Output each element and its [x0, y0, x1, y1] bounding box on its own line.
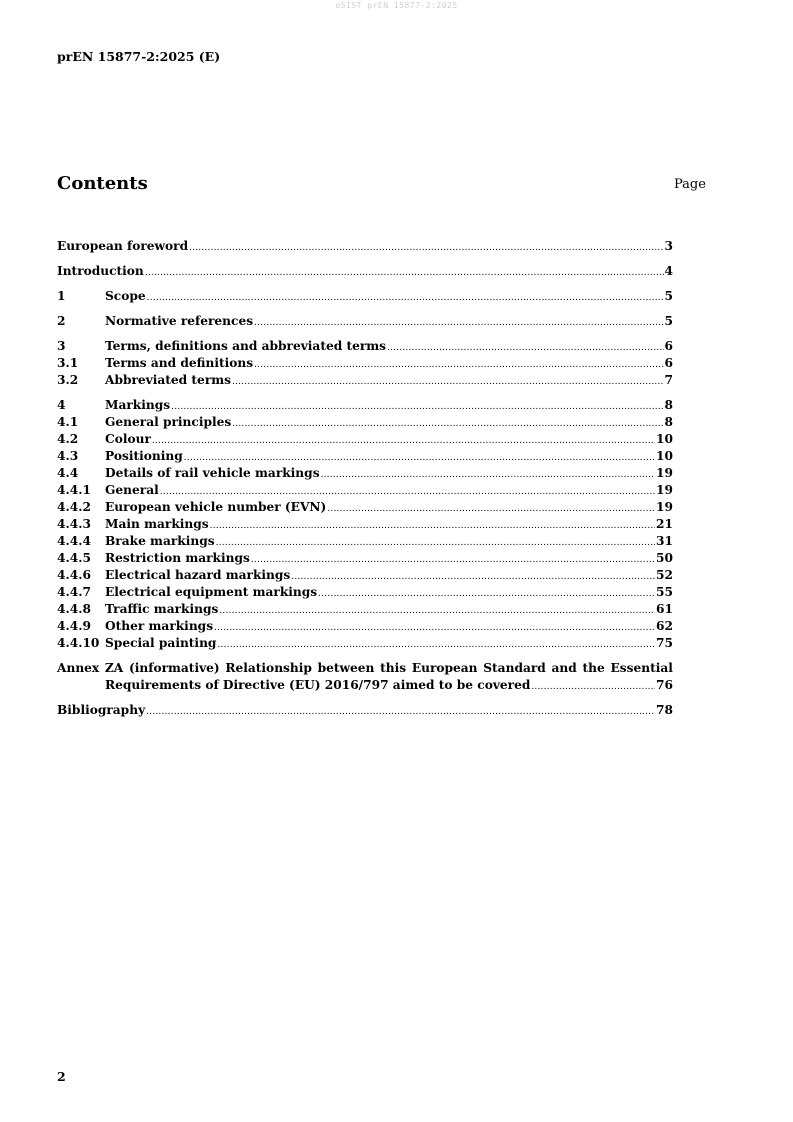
toc-entry[interactable] — [57, 355, 673, 372]
annex-title-word: the — [582, 661, 605, 675]
toc-entry-page: 6 — [664, 356, 673, 370]
toc-entry-number: 4.4.9 — [57, 619, 91, 633]
toc-entry-title: European foreword — [57, 239, 189, 253]
toc-entry-number: 4.4.3 — [57, 517, 91, 531]
annex-title-word: (informative) — [128, 661, 220, 675]
toc-entry[interactable] — [57, 431, 673, 448]
toc-entry[interactable] — [57, 338, 673, 355]
document-id: prEN 15877-2:2025 (E) — [57, 49, 221, 64]
toc-entry[interactable] — [57, 499, 673, 516]
toc-entry-page: 19 — [656, 500, 673, 514]
toc-entry-title: Abbreviated terms — [105, 373, 231, 387]
toc-entry-title: General — [105, 483, 159, 497]
page-column-label: Page — [674, 177, 706, 192]
toc-entries — [57, 238, 673, 652]
toc-entry[interactable] — [57, 584, 673, 601]
toc-entry-page: 5 — [664, 289, 673, 303]
toc-entry-title: Brake markings — [105, 534, 215, 548]
dot-leader — [145, 263, 664, 282]
dot-leader — [217, 635, 655, 654]
toc-entry[interactable] — [57, 288, 673, 305]
toc-entry-page: 8 — [664, 398, 673, 412]
toc-entry-page: 21 — [656, 517, 673, 531]
toc-entry-title: Details of rail vehicle markings — [105, 466, 320, 480]
annex-title-word: and — [551, 661, 577, 675]
toc-entry-title: Markings — [105, 398, 171, 412]
toc-entry-number: 4.3 — [57, 449, 79, 463]
toc-entry[interactable] — [57, 635, 673, 652]
toc-entry-number: 4.4.10 — [57, 636, 100, 650]
toc-entry-title: European vehicle number (EVN) — [105, 500, 327, 514]
toc-entry-page: 10 — [656, 449, 673, 463]
toc-entry-page: 6 — [664, 339, 673, 353]
toc-entry-number: 2 — [57, 314, 66, 328]
dot-leader — [189, 238, 663, 257]
toc-entry-title: Electrical equipment markings — [105, 585, 318, 599]
annex-title-continuation: Requirements of Directive (EU) 2016/797 aimed to be covered — [105, 678, 531, 692]
toc-entry-title: Colour — [105, 432, 151, 446]
toc-entry-page: 62 — [656, 619, 673, 633]
contents-heading: Contents — [57, 173, 148, 194]
toc-entry-page: 55 — [656, 585, 673, 599]
toc-entry[interactable] — [57, 618, 673, 635]
toc-entry[interactable] — [57, 372, 673, 389]
toc-entry-title: Special painting — [105, 636, 217, 650]
toc-entry-number: 4.4.5 — [57, 551, 91, 565]
toc-entry[interactable] — [57, 567, 673, 584]
toc-entry-number: 4.4.7 — [57, 585, 91, 599]
toc-entry-page: 50 — [656, 551, 673, 565]
toc-entry-title: Terms, definitions and abbreviated terms — [105, 339, 387, 353]
toc-entry-title: Bibliography — [57, 703, 146, 717]
toc-entry-number: 4.1 — [57, 415, 79, 429]
annex-title-word: Annex — [57, 661, 100, 675]
toc-entry-number: 4.4.4 — [57, 534, 91, 548]
annex-title-word: this — [380, 661, 407, 675]
toc-entry-page: 19 — [656, 466, 673, 480]
annex-title-word: between — [317, 661, 375, 675]
toc-entry-number: 4 — [57, 398, 66, 412]
toc-entry-title: Normative references — [105, 314, 254, 328]
annex-title-word: Relationship — [225, 661, 312, 675]
toc-entry-number: 4.2 — [57, 432, 79, 446]
annex-title-line-1 — [57, 660, 673, 677]
toc-entry-title: General principles — [105, 415, 232, 429]
toc-entry-number: 4.4.1 — [57, 483, 91, 497]
dot-leader — [147, 288, 664, 307]
toc-entry-number: 3.2 — [57, 373, 79, 387]
toc-entry-title: Scope — [105, 289, 146, 303]
toc-entry-title: Restriction markings — [105, 551, 250, 565]
toc-entry-title: Main markings — [105, 517, 209, 531]
toc-entry-title: Other markings — [105, 619, 214, 633]
dot-leader — [146, 702, 655, 721]
toc-entry-page: 3 — [664, 239, 673, 253]
toc-entry[interactable] — [57, 313, 673, 330]
toc-entry-page: 78 — [656, 703, 673, 717]
watermark: oSIST prEN 15877-2:2025 — [335, 1, 458, 10]
toc-entry[interactable] — [57, 550, 673, 567]
toc-entry-page: 75 — [656, 636, 673, 650]
toc-entry[interactable] — [57, 533, 673, 550]
toc-entry[interactable] — [57, 465, 673, 482]
dot-leader — [531, 677, 655, 696]
toc-entry-page: 31 — [656, 534, 673, 548]
toc-entry-number: 4.4.2 — [57, 500, 91, 514]
annex-title-word: Essential — [610, 661, 673, 675]
toc-entry-page: 61 — [656, 602, 673, 616]
toc-entry-number: 3.1 — [57, 356, 79, 370]
toc-entry-title: Introduction — [57, 264, 144, 278]
toc-entry[interactable] — [57, 397, 673, 414]
toc-entry-annex-za[interactable] — [57, 660, 673, 694]
toc-entry[interactable] — [57, 601, 673, 618]
toc-entry-bibliography[interactable] — [57, 702, 673, 719]
table-of-contents — [57, 238, 673, 719]
annex-title-line-2 — [57, 677, 673, 694]
footer-page-number: 2 — [57, 1069, 66, 1084]
toc-entry-number: 4.4 — [57, 466, 79, 480]
annex-title-word: European — [411, 661, 478, 675]
toc-entry[interactable] — [57, 414, 673, 431]
toc-entry-title: Terms and definitions — [105, 356, 254, 370]
toc-entry-title: Electrical hazard markings — [105, 568, 291, 582]
toc-entry-page: 7 — [664, 373, 673, 387]
dot-leader — [254, 313, 663, 332]
toc-entry[interactable] — [57, 263, 673, 280]
toc-entry-page: 8 — [664, 415, 673, 429]
toc-entry[interactable] — [57, 516, 673, 533]
annex-title-word: Standard — [483, 661, 546, 675]
annex-title-word: ZA — [104, 661, 124, 675]
toc-entry-number: 1 — [57, 289, 66, 303]
toc-entry-title: Positioning — [105, 449, 183, 463]
toc-entry-page: 10 — [656, 432, 673, 446]
toc-entry[interactable] — [57, 238, 673, 255]
toc-entry-number: 3 — [57, 339, 66, 353]
toc-entry-number: 4.4.8 — [57, 602, 91, 616]
toc-entry[interactable] — [57, 448, 673, 465]
dot-leader — [232, 372, 664, 391]
toc-entry-title: Traffic markings — [105, 602, 219, 616]
toc-entry-page: 5 — [664, 314, 673, 328]
toc-entry-page: 4 — [664, 264, 673, 278]
toc-entry-page: 52 — [656, 568, 673, 582]
toc-entry-page: 19 — [656, 483, 673, 497]
toc-entry[interactable] — [57, 482, 673, 499]
toc-entry-number: 4.4.6 — [57, 568, 91, 582]
annex-page-number: 76 — [656, 678, 673, 692]
